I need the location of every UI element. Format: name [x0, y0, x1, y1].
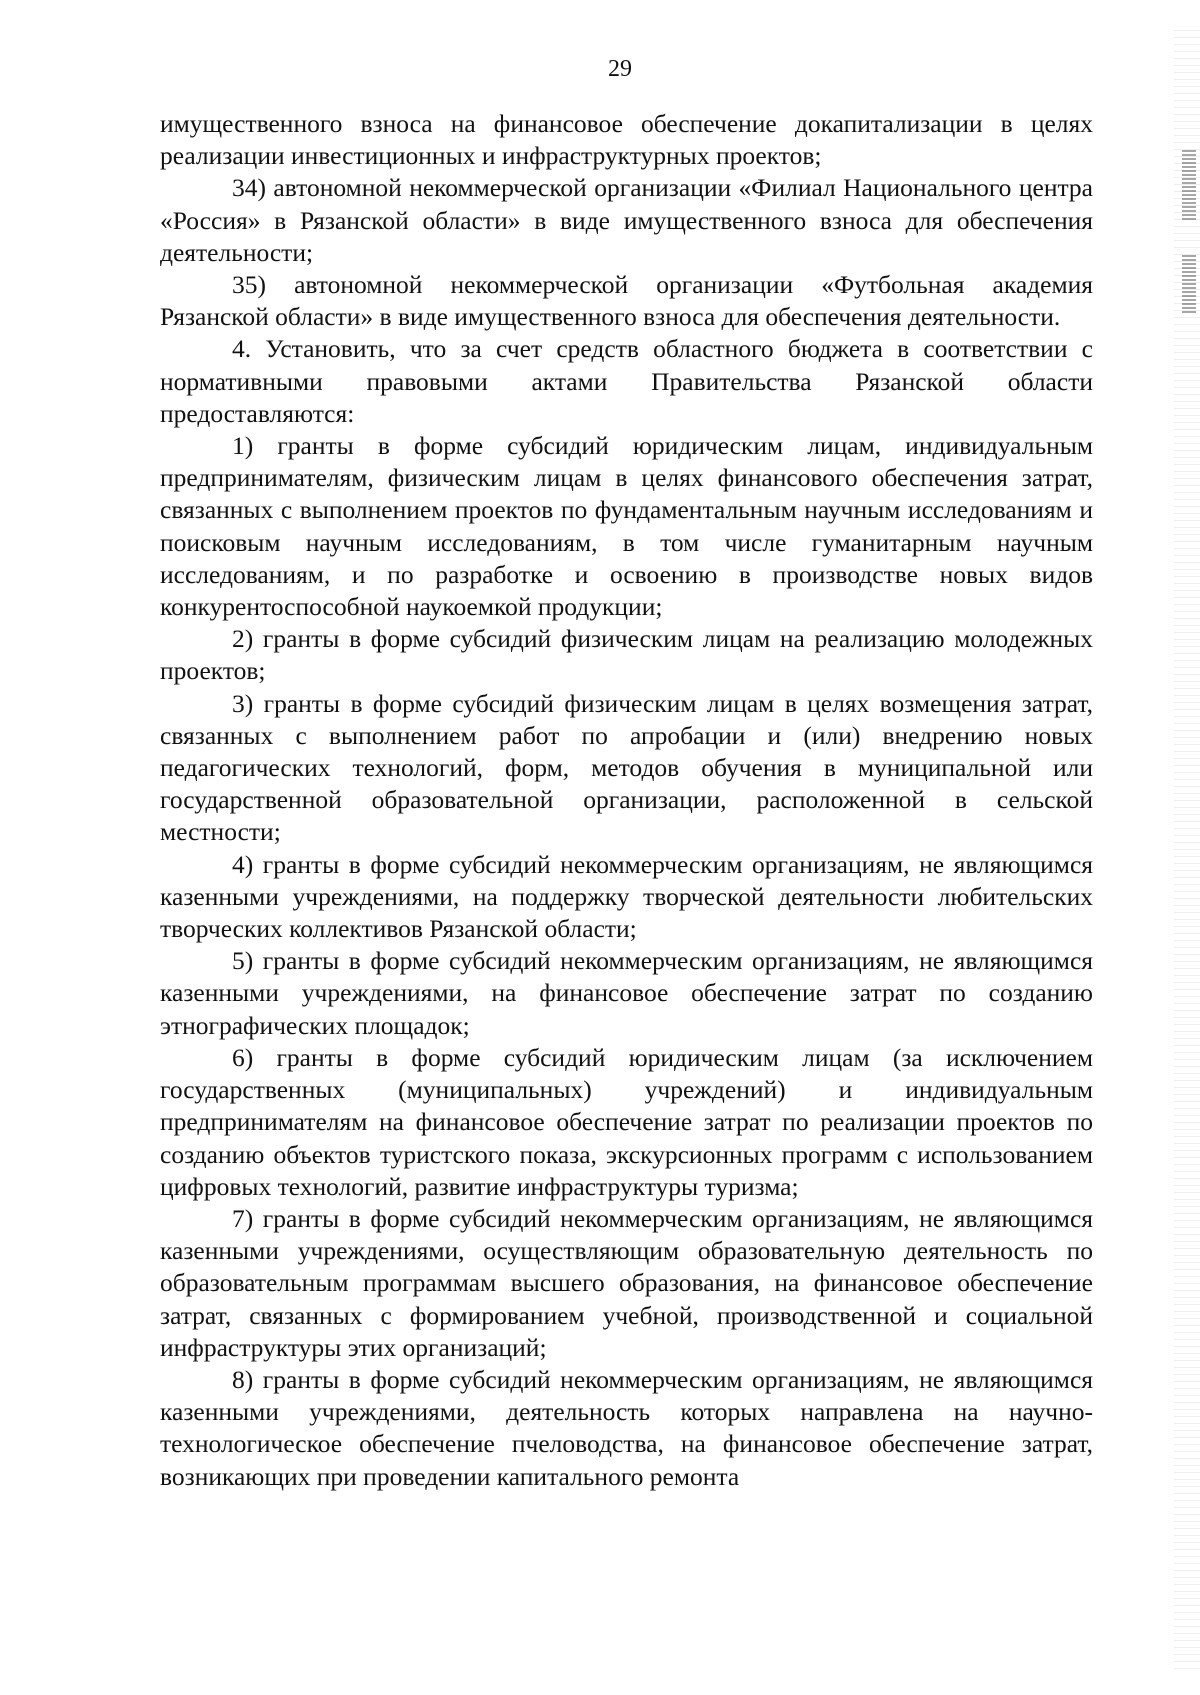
paragraph-grant-1: 1) гранты в форме субсидий юридическим лицам, индивидуальным предпринимателям, физическим лицам в целях финансового обеспечения затрат, связанных с выполнением проектов по фундаментальным научным исследованиям и поисковым научным исследованиям, в том числе гуманитарным научным исследованиям, и по разработке и освоению в производстве новых видов конкурентоспособной наукоемкой продукции;: [160, 431, 1093, 622]
document-body: [160, 108, 1093, 1493]
paragraph-grant-6: 6) гранты в форме субсидий юридическим лицам (за исключением государственных (муниципальных) учреждений) и индивидуальным предпринимателям на финансовое обеспечение затрат по реализации проектов по созданию объектов туристского показа, экскурсионных программ с использованием цифровых технологий, развитие инфраструктуры туризма;: [160, 1042, 1093, 1201]
paragraph-grant-4: 4) гранты в форме субсидий некоммерческим организациям, не являющимся казенными учреждениями, на поддержку творческой деятельности любительских творческих коллективов Рязанской области;: [160, 849, 1093, 944]
paragraph-grant-2: 2) гранты в форме субсидий физическим лицам на реализацию молодежных проектов;: [160, 624, 1093, 686]
paragraph-grant-5: 5) гранты в форме субсидий некоммерческим организациям, не являющимся казенными учреждениями, на финансовое обеспечение затрат по созданию этнографических площадок;: [160, 946, 1093, 1040]
paragraph-grant-7: 7) гранты в форме субсидий некоммерческим организациям, не являющимся казенными учреждениями, осуществляющим образовательную деятельность по образовательным программам высшего образования, на финансовое обеспечение затрат, связанных с формированием учебной, производственной и социальной инфраструктуры этих организаций;: [160, 1203, 1093, 1362]
scan-edge-mark: [1182, 255, 1196, 315]
page-number: 29: [608, 56, 632, 82]
paragraph-item-35: 35) автономной некоммерческой организации «Футбольная академия Рязанской области» в виде имущественного взноса для обеспечения деятельности.: [160, 270, 1093, 332]
paragraph-section-4: 4. Установить, что за счет средств областного бюджета в соответствии с нормативными правовыми актами Правительства Рязанской области предоставляются:: [160, 334, 1093, 428]
paragraph-item-34: 34) автономной некоммерческой организации «Филиал Национального центра «Россия» в Рязанской области» в виде имущественного взноса для обеспечения деятельности;: [160, 173, 1093, 267]
scan-edge-mark: [1182, 150, 1196, 220]
paragraph-grant-8: 8) гранты в форме субсидий некоммерческим организациям, не являющимся казенными учреждениями, деятельность которых направлена на научно-технологическое обеспечение пчеловодства, на финансовое обеспечение затрат, возникающих при проведении капитального ремонта: [160, 1364, 1093, 1491]
paragraph-grant-3: 3) гранты в форме субсидий физическим лицам в целях возмещения затрат, связанных с выполнением работ по апробации и (или) внедрению новых педагогических технологий, форм, методов обучения в муниципальной или государственной образовательной организации, расположенной в сельской местности;: [160, 688, 1093, 847]
paragraph-continuation: имущественного взноса на финансовое обеспечение докапитализации в целях реализации инвестиционных и инфраструктурных проектов;: [160, 109, 1093, 171]
